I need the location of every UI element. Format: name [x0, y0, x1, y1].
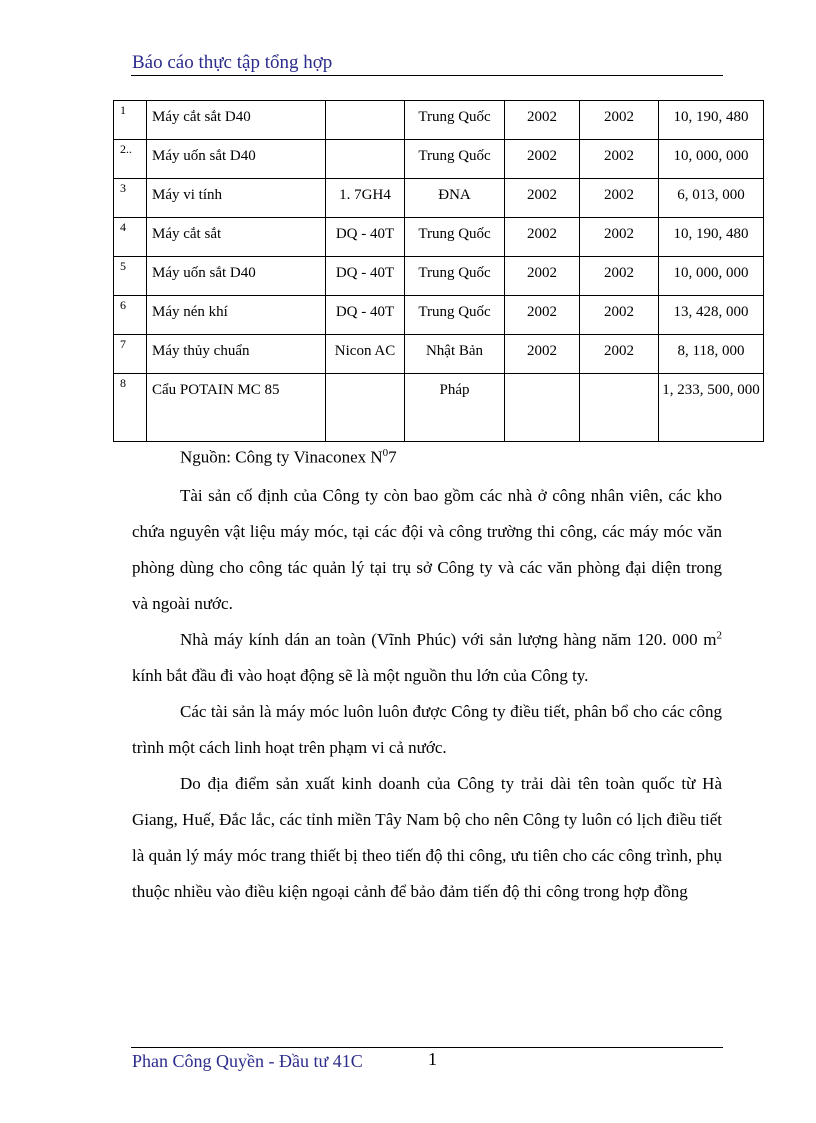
manufacture-year-cell: [505, 296, 580, 335]
manufacture-year-cell: [505, 101, 580, 140]
equipment-model: [326, 140, 404, 148]
row-number: 1: [120, 103, 126, 117]
usage-year-cell: [580, 179, 659, 218]
usage-year: 2002: [604, 304, 634, 320]
source-text: Nguồn: Công ty Vinaconex N: [180, 447, 383, 467]
usage-year-cell: [580, 101, 659, 140]
equipment-origin-cell: [405, 335, 505, 374]
usage-year-cell: [580, 296, 659, 335]
usage-year-cell: [580, 218, 659, 257]
manufacture-year: 2002: [527, 187, 557, 203]
manufacture-year: 2002: [527, 109, 557, 125]
square-meter-superscript: 2: [716, 629, 722, 642]
equipment-value: 10, 000, 000: [673, 265, 749, 281]
manufacture-year: [505, 374, 579, 382]
usage-year-cell: [580, 140, 659, 179]
manufacture-year-cell: [505, 179, 580, 218]
usage-year-cell: [580, 335, 659, 374]
manufacture-year: 2002: [527, 226, 557, 242]
equipment-origin: Trung Quốc: [418, 304, 491, 320]
manufacture-year-cell: [505, 374, 580, 442]
usage-year: 2002: [604, 265, 634, 281]
source-suffix: 7: [388, 447, 397, 467]
equipment-value: 8, 118, 000: [677, 343, 745, 359]
equipment-origin: Trung Quốc: [418, 148, 491, 164]
equipment-name-cell: [147, 218, 326, 257]
paragraph-fixed-assets: Tài sản cố định của Công ty còn bao gồm các nhà ở công nhân viên, các kho chứa nguyên vật liệu máy móc, tại các đội và công trường thi công, các máy móc văn phòng dùng cho công tác quản lý tại trụ sở Công ty và các văn phòng đại diện trong và ngoài nước.: [132, 486, 722, 613]
paragraph-glass-factory-part2: kính bắt đầu đi vào hoạt động sẽ là một nguồn thu lớn của Công ty.: [132, 666, 589, 685]
table-source-note: [180, 447, 397, 468]
usage-year: 2002: [604, 226, 634, 242]
paragraph-glass-factory-part1: Nhà máy kính dán an toàn (Vĩnh Phúc) với sản lượng hàng năm 120. 000 m: [180, 630, 717, 649]
equipment-value: 13, 428, 000: [673, 304, 749, 320]
equipment-model: 1. 7GH4: [339, 187, 391, 203]
manufacture-year-cell: [505, 140, 580, 179]
manufacture-year: 2002: [527, 148, 557, 164]
manufacture-year: 2002: [527, 304, 557, 320]
equipment-origin: Nhật Bản: [425, 343, 484, 359]
footer-author: Phan Công Quyền - Đầu tư 41C: [132, 1051, 363, 1071]
equipment-name: Máy nén khí: [152, 304, 228, 320]
row-number: 8: [120, 376, 126, 390]
row-number-cell: [114, 101, 147, 140]
page-header-title: Báo cáo thực tập tổng hợp: [132, 52, 333, 73]
equipment-model-cell: [326, 140, 405, 179]
equipment-model-cell: [326, 257, 405, 296]
paragraph-glass-factory: [132, 622, 722, 694]
equipment-origin-cell: [405, 101, 505, 140]
equipment-model-cell: [326, 218, 405, 257]
equipment-model: Nicon AC: [334, 343, 396, 359]
usage-year: [580, 374, 658, 382]
equipment-model: DQ - 40T: [335, 304, 395, 320]
equipment-model-cell: [326, 335, 405, 374]
row-number-cell: [114, 257, 147, 296]
row-number: 4: [120, 220, 126, 234]
usage-year-cell: [580, 374, 659, 442]
equipment-origin-cell: [405, 140, 505, 179]
usage-year: 2002: [604, 187, 634, 203]
usage-year-cell: [580, 257, 659, 296]
equipment-name: Máy uốn sắt D40: [152, 148, 256, 164]
paragraph-regional-scheduling: Do địa điểm sản xuất kinh doanh của Công ty trải dài tên toàn quốc từ Hà Giang, Huế, Đắc lắc, các tỉnh miền Tây Nam bộ cho nên Công ty luôn có lịch điều tiết là quản lý máy móc trang thiết bị theo tiến độ thi công, ưu tiên cho các công trình, phụ thuộc nhiều vào điều kiện ngoại cảnh để bảo đảm tiến độ thi công trong hợp đồng: [132, 774, 722, 901]
row-number-cell: [114, 374, 147, 442]
manufacture-year-cell: [505, 257, 580, 296]
equipment-origin: Trung Quốc: [418, 226, 491, 242]
equipment-name-cell: [147, 335, 326, 374]
header-divider: [131, 75, 723, 76]
row-number: 3: [120, 181, 126, 195]
equipment-name-cell: [147, 179, 326, 218]
equipment-name: Máy cắt sắt D40: [152, 109, 251, 125]
source-superscript: 0: [382, 447, 389, 459]
equipment-origin-cell: [405, 218, 505, 257]
row-number: 6: [120, 298, 126, 312]
equipment-value: 10, 190, 480: [673, 109, 749, 125]
manufacture-year: 2002: [527, 343, 557, 359]
usage-year: 2002: [604, 109, 634, 125]
equipment-name: Máy cắt sắt: [152, 226, 222, 242]
equipment-model-cell: [326, 374, 405, 442]
manufacture-year: 2002: [527, 265, 557, 281]
equipment-value: 10, 190, 480: [673, 226, 749, 242]
equipment-model: [326, 374, 404, 382]
equipment-model: DQ - 40T: [335, 265, 395, 281]
row-number: 7: [120, 337, 126, 351]
equipment-model: DQ - 40T: [335, 226, 395, 242]
equipment-value: 1, 233, 500, 000: [662, 382, 760, 398]
equipment-value-cell: [659, 374, 764, 442]
equipment-model-cell: [326, 296, 405, 335]
equipment-model-cell: [326, 101, 405, 140]
equipment-origin-cell: [405, 179, 505, 218]
footer-divider: [131, 1047, 723, 1048]
equipment-origin: Trung Quốc: [418, 265, 491, 281]
equipment-origin-cell: [405, 374, 505, 442]
paragraph-machinery-allocation: Các tài sản là máy móc luôn luôn được Công ty điều tiết, phân bổ cho các công trình một cách linh hoạt trên phạm vi cả nước.: [132, 702, 722, 757]
row-number-cell: [114, 179, 147, 218]
manufacture-year-cell: [505, 218, 580, 257]
row-number-cell: [114, 218, 147, 257]
equipment-origin: ĐNA: [438, 187, 471, 203]
equipment-value: 10, 000, 000: [673, 148, 749, 164]
equipment-origin-cell: [405, 296, 505, 335]
equipment-origin: Trung Quốc: [418, 109, 491, 125]
equipment-table-body: [114, 101, 764, 442]
page-number: 1: [428, 1049, 437, 1069]
equipment-name-cell: [147, 296, 326, 335]
equipment-name-cell: [147, 257, 326, 296]
row-number-cell: [114, 335, 147, 374]
equipment-model-cell: [326, 179, 405, 218]
row-number-cell: [114, 140, 147, 179]
row-number: 2..: [120, 142, 132, 156]
equipment-name-cell: [147, 140, 326, 179]
equipment-name-cell: [147, 374, 326, 442]
manufacture-year-cell: [505, 335, 580, 374]
equipment-name: Máy vi tính: [152, 187, 222, 203]
table-row: [114, 374, 764, 442]
equipment-name-cell: [147, 101, 326, 140]
row-number-cell: [114, 296, 147, 335]
usage-year: 2002: [604, 343, 634, 359]
equipment-origin-cell: [405, 257, 505, 296]
equipment-name: Máy uốn sắt D40: [152, 265, 256, 281]
equipment-origin: Pháp: [439, 382, 470, 398]
equipment-name: Máy thủy chuẩn: [152, 343, 250, 359]
equipment-model: [326, 101, 404, 109]
usage-year: 2002: [604, 148, 634, 164]
row-number: 5: [120, 259, 126, 273]
equipment-name: Cẩu POTAIN MC 85: [152, 382, 280, 398]
equipment-table: [113, 100, 764, 442]
equipment-value: 6, 013, 000: [677, 187, 745, 203]
